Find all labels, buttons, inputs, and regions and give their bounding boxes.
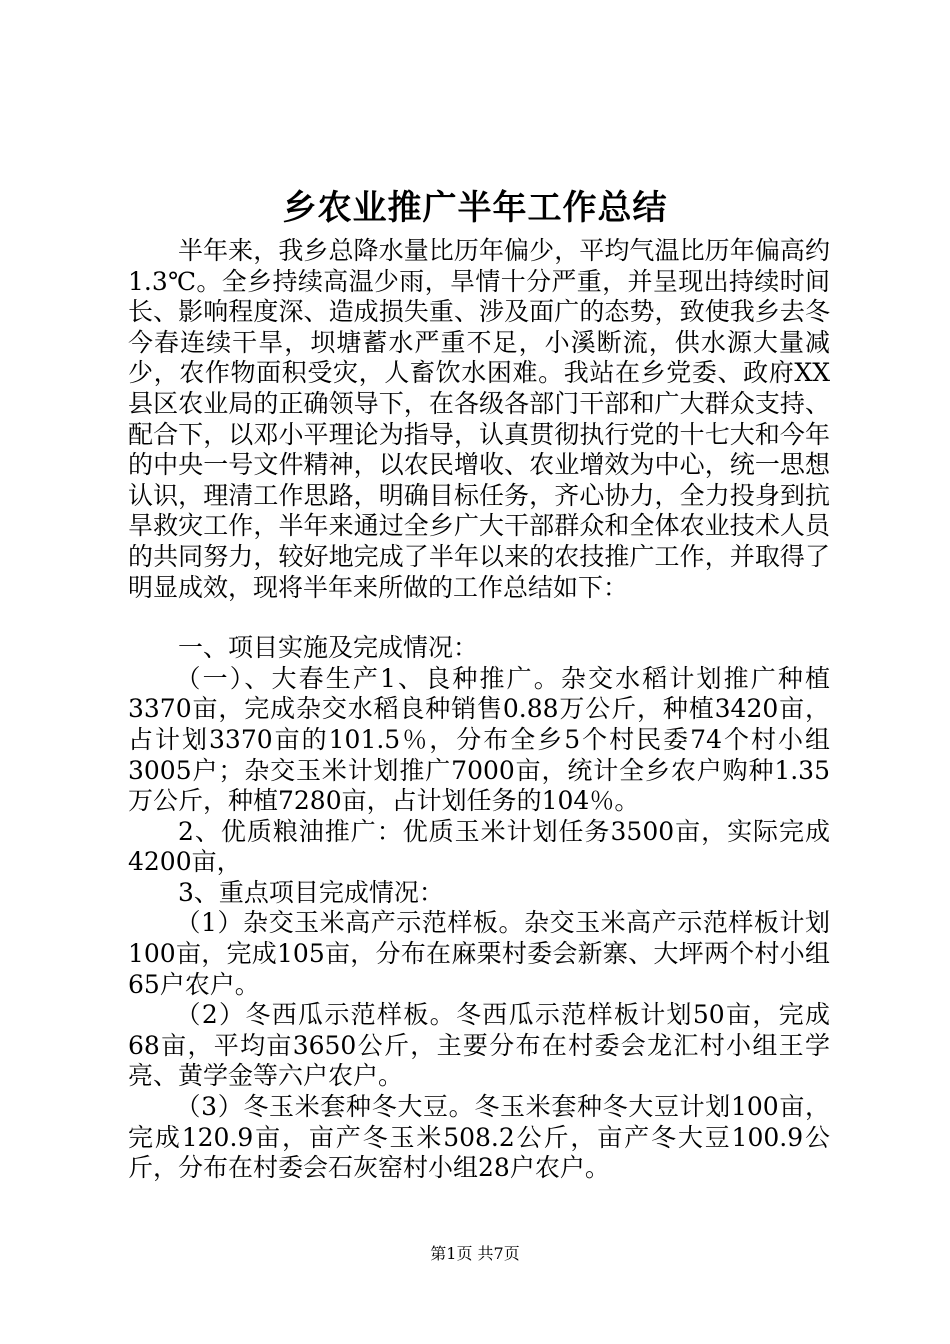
section-heading: 一、项目实施及完成情况： bbox=[178, 633, 479, 663]
document-body bbox=[128, 236, 830, 1184]
paragraph-item-1: （1）杂交玉米高产示范样板。杂交玉米高产示范样板计划100亩，完成105亩，分布在麻栗村委会新寨、大坪两个村小组65户农户。 bbox=[128, 908, 830, 999]
paragraph-key-projects: 3、重点项目完成情况： bbox=[178, 877, 444, 907]
document-title: 乡农业推广半年工作总结 bbox=[282, 188, 668, 228]
paragraph-item-3: （3）冬玉米套种冬大豆。冬玉米套种冬大豆计划100亩，完成120.9亩，亩产冬玉米508.2公斤，亩产冬大豆100.9公斤，分布在村委会石灰窑村小组28户农户。 bbox=[128, 1092, 830, 1183]
paragraph-grain-oil: 2、优质粮油推广：优质玉米计划任务3500亩，实际完成4200亩， bbox=[128, 816, 830, 877]
page-footer: 第1页 共7页 bbox=[430, 1244, 520, 1263]
paragraph-item-2: （2）冬西瓜示范样板。冬西瓜示范样板计划50亩，完成68亩，平均亩3650公斤，主要分布在村委会龙汇村小组王学亮、黄学金等六户农户。 bbox=[128, 1000, 830, 1091]
paragraph-gap bbox=[128, 603, 830, 633]
paragraph-seed-promotion: （一）、大春生产1、良种推广。杂交水稻计划推广种植3370亩，完成杂交水稻良种销售0.88万公斤，种植3420亩，占计划3370亩的101.5％，分布全乡5个村民委74个村小组3005户；杂交玉米计划推广7000亩，统计全乡农户购种1.35万公斤，种植7280亩，占计划任务的104％。 bbox=[128, 663, 830, 816]
intro-paragraph: 半年来，我乡总降水量比历年偏少，平均气温比历年偏高约1.3℃。全乡持续高温少雨，旱情十分严重，并呈现出持续时间长、影响程度深、造成损失重、涉及面广的态势，致使我乡去冬今春连续干旱，坝塘蓄水严重不足，小溪断流，供水源大量减少，农作物面积受灾，人畜饮水困难。我站在乡党委、政府XX县区农业局的正确领导下，在各级各部门干部和广大群众支持、配合下，以邓小平理论为指导，认真贯彻执行党的十七大和今年的中央一号文件精神，以农民增收、农业增效为中心，统一思想认识，理清工作思路，明确目标任务，齐心协力，全力投身到抗旱救灾工作，半年来通过全乡广大干部群众和全体农业技术人员的共同努力，较好地完成了半年以来的农技推广工作，并取得了明显成效，现将半年来所做的工作总结如下： bbox=[128, 236, 830, 602]
